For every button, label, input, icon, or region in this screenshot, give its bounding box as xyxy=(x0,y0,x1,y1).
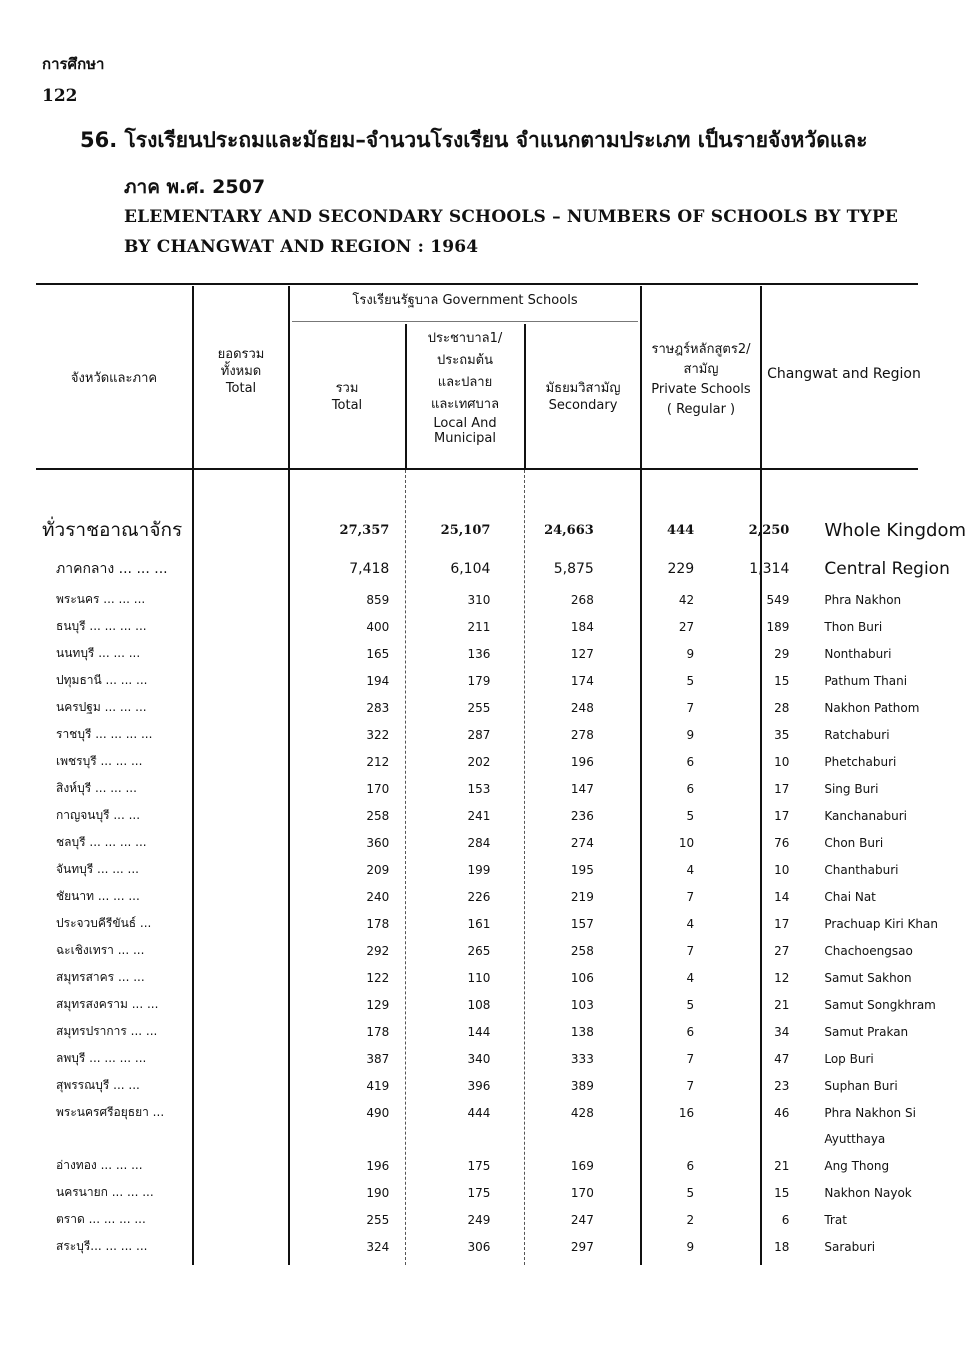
changwat-thai: ตราด ... ... ... ... xyxy=(56,1212,146,1226)
table-row-region xyxy=(36,552,966,586)
secondary-value: 5 xyxy=(686,673,695,688)
changwat-thai: ธนบุรี ... ... ... ... xyxy=(56,619,147,633)
secondary-value: 5 xyxy=(686,808,695,823)
private-value: 18 xyxy=(774,1239,790,1254)
schools-table xyxy=(36,508,966,1260)
local-value: 169 xyxy=(570,1158,594,1173)
changwat-en: Phra Nakhon Si xyxy=(824,1105,916,1120)
total-value: 283 xyxy=(366,700,390,715)
changwat-en: Pathum Thani xyxy=(824,673,908,688)
changwat-thai: สิงห์บุรี ... ... ... xyxy=(56,781,137,795)
local-value: 5,875 xyxy=(553,561,594,577)
secondary-value: 6 xyxy=(686,1158,695,1173)
gov-total-value: 199 xyxy=(467,862,491,877)
secondary-value: 444 xyxy=(667,522,695,538)
private-value: 47 xyxy=(774,1051,790,1066)
table-row xyxy=(36,1152,966,1179)
header-changwat-thai-label: จังหวัดและภาค xyxy=(70,371,158,386)
total-value: 165 xyxy=(366,646,390,661)
header-local-thai3: และปลาย xyxy=(437,375,493,390)
changwat-thai: ราชบุรี ... ... ... ... xyxy=(56,727,153,741)
changwat-en: Saraburi xyxy=(824,1239,876,1254)
table-row xyxy=(36,964,966,991)
header-secondary xyxy=(527,380,639,414)
changwat-en: Central Region xyxy=(824,559,950,579)
private-value: 1,314 xyxy=(749,561,790,577)
total-value: 7,418 xyxy=(349,561,390,577)
section-label: การศึกษา xyxy=(42,55,105,73)
header-private-en1: Private Schools xyxy=(651,382,751,397)
private-value: 189 xyxy=(766,619,790,634)
secondary-value: 2 xyxy=(686,1212,695,1227)
secondary-value: 7 xyxy=(686,889,695,904)
total-value: 196 xyxy=(366,1158,390,1173)
col-divider-6 xyxy=(760,286,762,468)
table-row xyxy=(36,1072,966,1099)
header-private-thai1: ราษฎร์หลักสูตร2/ xyxy=(651,342,751,357)
secondary-value: 4 xyxy=(686,862,695,877)
local-value: 274 xyxy=(570,835,594,850)
private-value: 34 xyxy=(774,1024,790,1039)
total-value: 240 xyxy=(366,889,390,904)
header-total-en: Total xyxy=(225,381,257,396)
changwat-en: Prachuap Kiri Khan xyxy=(824,916,938,931)
total-value: 194 xyxy=(366,673,390,688)
local-value: 389 xyxy=(570,1078,594,1093)
gov-total-value: 110 xyxy=(467,970,491,985)
changwat-en: Sing Buri xyxy=(824,781,879,796)
total-value: 322 xyxy=(366,727,390,742)
table-row xyxy=(36,910,966,937)
table-row xyxy=(36,721,966,748)
private-value: 15 xyxy=(774,1185,790,1200)
gov-total-value: 255 xyxy=(467,700,491,715)
secondary-value: 7 xyxy=(686,1051,695,1066)
header-gov-group-label: โรงเรียนรัฐบาล Government Schools xyxy=(352,293,578,308)
private-value xyxy=(694,1126,789,1152)
changwat-en: Lop Buri xyxy=(824,1051,874,1066)
changwat-thai: อ่างทอง ... ... ... xyxy=(56,1158,143,1172)
changwat-thai: นครนายก ... ... ... xyxy=(56,1185,154,1199)
changwat-thai: นครปฐม ... ... ... xyxy=(56,700,147,714)
total-value: 212 xyxy=(366,754,390,769)
changwat-en: Samut Songkhram xyxy=(824,997,936,1012)
changwat-thai: ปทุมธานี ... ... ... xyxy=(56,673,148,687)
header-total-thai2: ทั้งหมด xyxy=(220,364,262,379)
table-row xyxy=(36,1099,966,1126)
total-value: 122 xyxy=(366,970,390,985)
local-value: 236 xyxy=(570,808,594,823)
table-row xyxy=(36,1233,966,1260)
total-value: 258 xyxy=(366,808,390,823)
table-row xyxy=(36,640,966,667)
col-divider-2 xyxy=(288,286,290,468)
table-row xyxy=(36,1018,966,1045)
header-local-thai4: และเทศบาล xyxy=(430,397,500,412)
gov-total-value: 211 xyxy=(467,619,491,634)
table-row xyxy=(36,613,966,640)
private-value: 17 xyxy=(774,781,790,796)
table-row-total xyxy=(36,508,966,552)
table-row xyxy=(36,1045,966,1072)
secondary-value: 4 xyxy=(686,970,695,985)
private-value: 2,250 xyxy=(748,522,790,538)
gov-total-value: 108 xyxy=(467,997,491,1012)
gov-total-value: 287 xyxy=(467,727,491,742)
gov-total-value: 179 xyxy=(467,673,491,688)
changwat-thai: สมุทรปราการ ... ... xyxy=(56,1024,158,1038)
total-value: 178 xyxy=(366,916,390,931)
gov-total-value: 226 xyxy=(467,889,491,904)
gov-total-value: 6,104 xyxy=(450,561,491,577)
table-row xyxy=(36,937,966,964)
table-top-rule xyxy=(36,283,918,285)
local-value: 428 xyxy=(570,1105,594,1120)
private-value: 46 xyxy=(774,1105,790,1120)
gov-total-value: 249 xyxy=(467,1212,491,1227)
private-value: 28 xyxy=(774,700,790,715)
table-row xyxy=(36,748,966,775)
private-value: 76 xyxy=(774,835,790,850)
gov-group-underline xyxy=(292,321,638,322)
private-value: 17 xyxy=(774,808,790,823)
total-value: 324 xyxy=(366,1239,390,1254)
table-row xyxy=(36,883,966,910)
total-value xyxy=(204,1126,389,1152)
gov-total-value: 444 xyxy=(467,1105,491,1120)
gov-total-value: 175 xyxy=(467,1185,491,1200)
changwat-en: Thon Buri xyxy=(824,619,883,634)
total-value: 419 xyxy=(366,1078,390,1093)
table-body xyxy=(36,508,966,1260)
local-value: 24,663 xyxy=(544,522,594,538)
total-value: 387 xyxy=(366,1051,390,1066)
total-value: 129 xyxy=(366,997,390,1012)
secondary-value: 5 xyxy=(686,997,695,1012)
total-value: 490 xyxy=(366,1105,390,1120)
header-secondary-en: Secondary xyxy=(548,398,618,413)
changwat-thai: สระบุรี... ... ... ... xyxy=(56,1239,148,1253)
local-value: 195 xyxy=(570,862,594,877)
secondary-value: 42 xyxy=(678,592,695,607)
private-value: 21 xyxy=(774,1158,790,1173)
total-value: 292 xyxy=(366,943,390,958)
gov-total-value: 340 xyxy=(467,1051,491,1066)
gov-total-value xyxy=(389,1126,490,1152)
total-value: 27,357 xyxy=(339,522,390,538)
gov-total-value: 136 xyxy=(467,646,491,661)
total-value: 400 xyxy=(366,619,390,634)
secondary-value: 9 xyxy=(686,646,695,661)
changwat-en: Ang Thong xyxy=(824,1158,890,1173)
private-value: 17 xyxy=(774,916,790,931)
changwat-thai: พระนคร ... ... ... xyxy=(56,592,146,606)
local-value: 127 xyxy=(570,646,594,661)
changwat-thai: พระนครศรีอยุธยา ... xyxy=(56,1105,165,1119)
local-value: 174 xyxy=(570,673,594,688)
changwat-en: Phra Nakhon xyxy=(824,592,902,607)
changwat-en: Samut Sakhon xyxy=(824,970,912,985)
table-row xyxy=(36,1179,966,1206)
secondary-value: 5 xyxy=(686,1185,695,1200)
private-value: 29 xyxy=(774,646,790,661)
private-value: 10 xyxy=(774,754,790,769)
local-value: 170 xyxy=(570,1185,594,1200)
title-thai-year: ภาค พ.ศ. 2507 xyxy=(124,176,266,198)
table-row xyxy=(36,802,966,829)
local-value: 333 xyxy=(570,1051,594,1066)
local-value: 219 xyxy=(570,889,594,904)
changwat-thai: ประจวบคีรีขันธ์ ... xyxy=(56,916,152,930)
secondary-value xyxy=(594,1126,694,1152)
header-local-en2: Municipal xyxy=(434,431,496,446)
gov-total-value: 175 xyxy=(467,1158,491,1173)
secondary-value: 6 xyxy=(686,1024,695,1039)
local-value: 297 xyxy=(570,1239,594,1254)
title-thai: 56. โรงเรียนประถมและมัธยม–จำนวนโรงเรียน จำแนกตามประเภท เป็นรายจังหวัดและ xyxy=(80,128,868,152)
secondary-value: 7 xyxy=(686,943,695,958)
header-secondary-thai: มัธยมวิสามัญ xyxy=(545,381,621,396)
gov-total-value: 144 xyxy=(467,1024,491,1039)
table-row xyxy=(36,991,966,1018)
gov-total-value: 161 xyxy=(467,916,491,931)
local-value: 247 xyxy=(570,1212,594,1227)
table-row xyxy=(36,775,966,802)
table-row xyxy=(36,856,966,883)
header-changwat-en xyxy=(764,366,924,383)
table-header-bottom-rule xyxy=(36,468,918,470)
private-value: 549 xyxy=(766,592,790,607)
local-value: 103 xyxy=(570,997,594,1012)
local-value: 184 xyxy=(570,619,594,634)
secondary-value: 229 xyxy=(667,561,695,577)
changwat-thai: สมุทรสงคราม ... ... xyxy=(56,997,159,1011)
local-value: 278 xyxy=(570,727,594,742)
header-gov-total-en: Total xyxy=(331,398,363,413)
private-value: 21 xyxy=(774,997,790,1012)
changwat-en: Suphan Buri xyxy=(824,1078,898,1093)
gov-total-value: 202 xyxy=(467,754,491,769)
total-value: 178 xyxy=(366,1024,390,1039)
total-value: 170 xyxy=(366,781,390,796)
secondary-value: 27 xyxy=(678,619,695,634)
changwat-thai: เพชรบุรี ... ... ... xyxy=(56,754,143,768)
header-gov-total-thai: รวม xyxy=(335,381,359,396)
changwat-thai: กาญจนบุรี ... ... xyxy=(56,808,141,822)
local-value: 147 xyxy=(570,781,594,796)
header-private-thai2: สามัญ xyxy=(683,362,719,377)
changwat-en: Trat xyxy=(824,1212,847,1227)
secondary-value: 7 xyxy=(686,700,695,715)
private-value: 14 xyxy=(774,889,790,904)
local-value: 157 xyxy=(570,916,594,931)
changwat-thai: ชัยนาท ... ... ... xyxy=(56,889,140,903)
gov-total-value: 265 xyxy=(467,943,491,958)
changwat-thai xyxy=(36,1126,204,1152)
changwat-en: Ratchaburi xyxy=(824,727,890,742)
secondary-value: 7 xyxy=(686,1078,695,1093)
header-local-en1: Local And xyxy=(433,416,497,431)
changwat-en: Ayutthaya xyxy=(824,1132,886,1146)
private-value: 15 xyxy=(774,673,790,688)
changwat-en: Chanthaburi xyxy=(824,862,899,877)
changwat-thai: สุพรรณบุรี ... ... xyxy=(56,1078,140,1092)
local-value xyxy=(490,1126,593,1152)
changwat-en: Chachoengsao xyxy=(824,943,913,958)
secondary-value: 9 xyxy=(686,727,695,742)
col-divider-3 xyxy=(405,324,407,468)
secondary-value: 4 xyxy=(686,916,695,931)
changwat-thai: ภาคกลาง ... ... ... xyxy=(56,561,168,577)
header-gov-total xyxy=(292,380,402,414)
header-local-thai1: ประชาบาล1/ xyxy=(427,331,503,346)
changwat-thai: ฉะเชิงเทรา ... ... xyxy=(56,943,145,957)
changwat-en: Chon Buri xyxy=(824,835,884,850)
changwat-thai: ทั่วราชอาณาจักร xyxy=(42,519,183,541)
private-value: 6 xyxy=(781,1212,790,1227)
gov-total-value: 241 xyxy=(467,808,491,823)
col-divider-1 xyxy=(192,286,194,468)
col-divider-4 xyxy=(524,324,526,468)
secondary-value: 6 xyxy=(686,781,695,796)
secondary-value: 9 xyxy=(686,1239,695,1254)
table-row xyxy=(36,1206,966,1233)
header-total xyxy=(196,346,286,397)
private-value: 35 xyxy=(774,727,790,742)
header-private xyxy=(642,340,760,420)
total-value: 859 xyxy=(366,592,390,607)
secondary-value: 6 xyxy=(686,754,695,769)
changwat-en: Chai Nat xyxy=(824,889,876,904)
local-value: 106 xyxy=(570,970,594,985)
secondary-value: 10 xyxy=(678,835,695,850)
private-value: 10 xyxy=(774,862,790,877)
changwat-en: Phetchaburi xyxy=(824,754,897,769)
header-changwat-en-label: Changwat and Region xyxy=(767,366,921,382)
changwat-en: Samut Prakan xyxy=(824,1024,909,1039)
title-english: ELEMENTARY AND SECONDARY SCHOOLS – NUMBERS OF SCHOOLS BY TYPE xyxy=(124,207,899,227)
changwat-thai: ชลบุรี ... ... ... ... xyxy=(56,835,147,849)
local-value: 258 xyxy=(570,943,594,958)
header-total-thai: ยอดรวม xyxy=(217,347,265,362)
gov-total-value: 396 xyxy=(467,1078,491,1093)
page-number: 122 xyxy=(42,86,78,106)
changwat-en: Nakhon Pathom xyxy=(824,700,920,715)
changwat-en: Whole Kingdom xyxy=(824,519,966,541)
table-row xyxy=(36,1126,966,1152)
gov-total-value: 310 xyxy=(467,592,491,607)
local-value: 196 xyxy=(570,754,594,769)
header-changwat-thai xyxy=(40,370,188,387)
table-row xyxy=(36,586,966,613)
header-private-en2: ( Regular ) xyxy=(666,402,736,417)
header-local xyxy=(408,328,522,446)
header-gov-group xyxy=(292,292,638,309)
header-local-thai2: ประถมต้น xyxy=(437,353,493,368)
changwat-thai: สมุทรสาคร ... ... xyxy=(56,970,145,984)
changwat-en: Nakhon Nayok xyxy=(824,1185,912,1200)
changwat-thai: จันทบุรี ... ... ... xyxy=(56,862,139,876)
secondary-value: 16 xyxy=(678,1105,695,1120)
total-value: 360 xyxy=(366,835,390,850)
gov-total-value: 25,107 xyxy=(440,522,491,538)
changwat-thai: นนทบุรี ... ... ... xyxy=(56,646,141,660)
private-value: 12 xyxy=(774,970,790,985)
gov-total-value: 284 xyxy=(467,835,491,850)
table-row xyxy=(36,667,966,694)
total-value: 209 xyxy=(366,862,390,877)
local-value: 268 xyxy=(570,592,594,607)
total-value: 255 xyxy=(366,1212,390,1227)
table-row xyxy=(36,694,966,721)
local-value: 248 xyxy=(570,700,594,715)
private-value: 23 xyxy=(774,1078,790,1093)
gov-total-value: 306 xyxy=(467,1239,491,1254)
title-english-sub: BY CHANGWAT AND REGION : 1964 xyxy=(124,237,479,257)
changwat-thai: ลพบุรี ... ... ... ... xyxy=(56,1051,147,1065)
total-value: 190 xyxy=(366,1185,390,1200)
local-value: 138 xyxy=(570,1024,594,1039)
gov-total-value: 153 xyxy=(467,781,491,796)
changwat-en: Nonthaburi xyxy=(824,646,892,661)
table-row xyxy=(36,829,966,856)
private-value: 27 xyxy=(774,943,790,958)
changwat-en: Kanchanaburi xyxy=(824,808,907,823)
